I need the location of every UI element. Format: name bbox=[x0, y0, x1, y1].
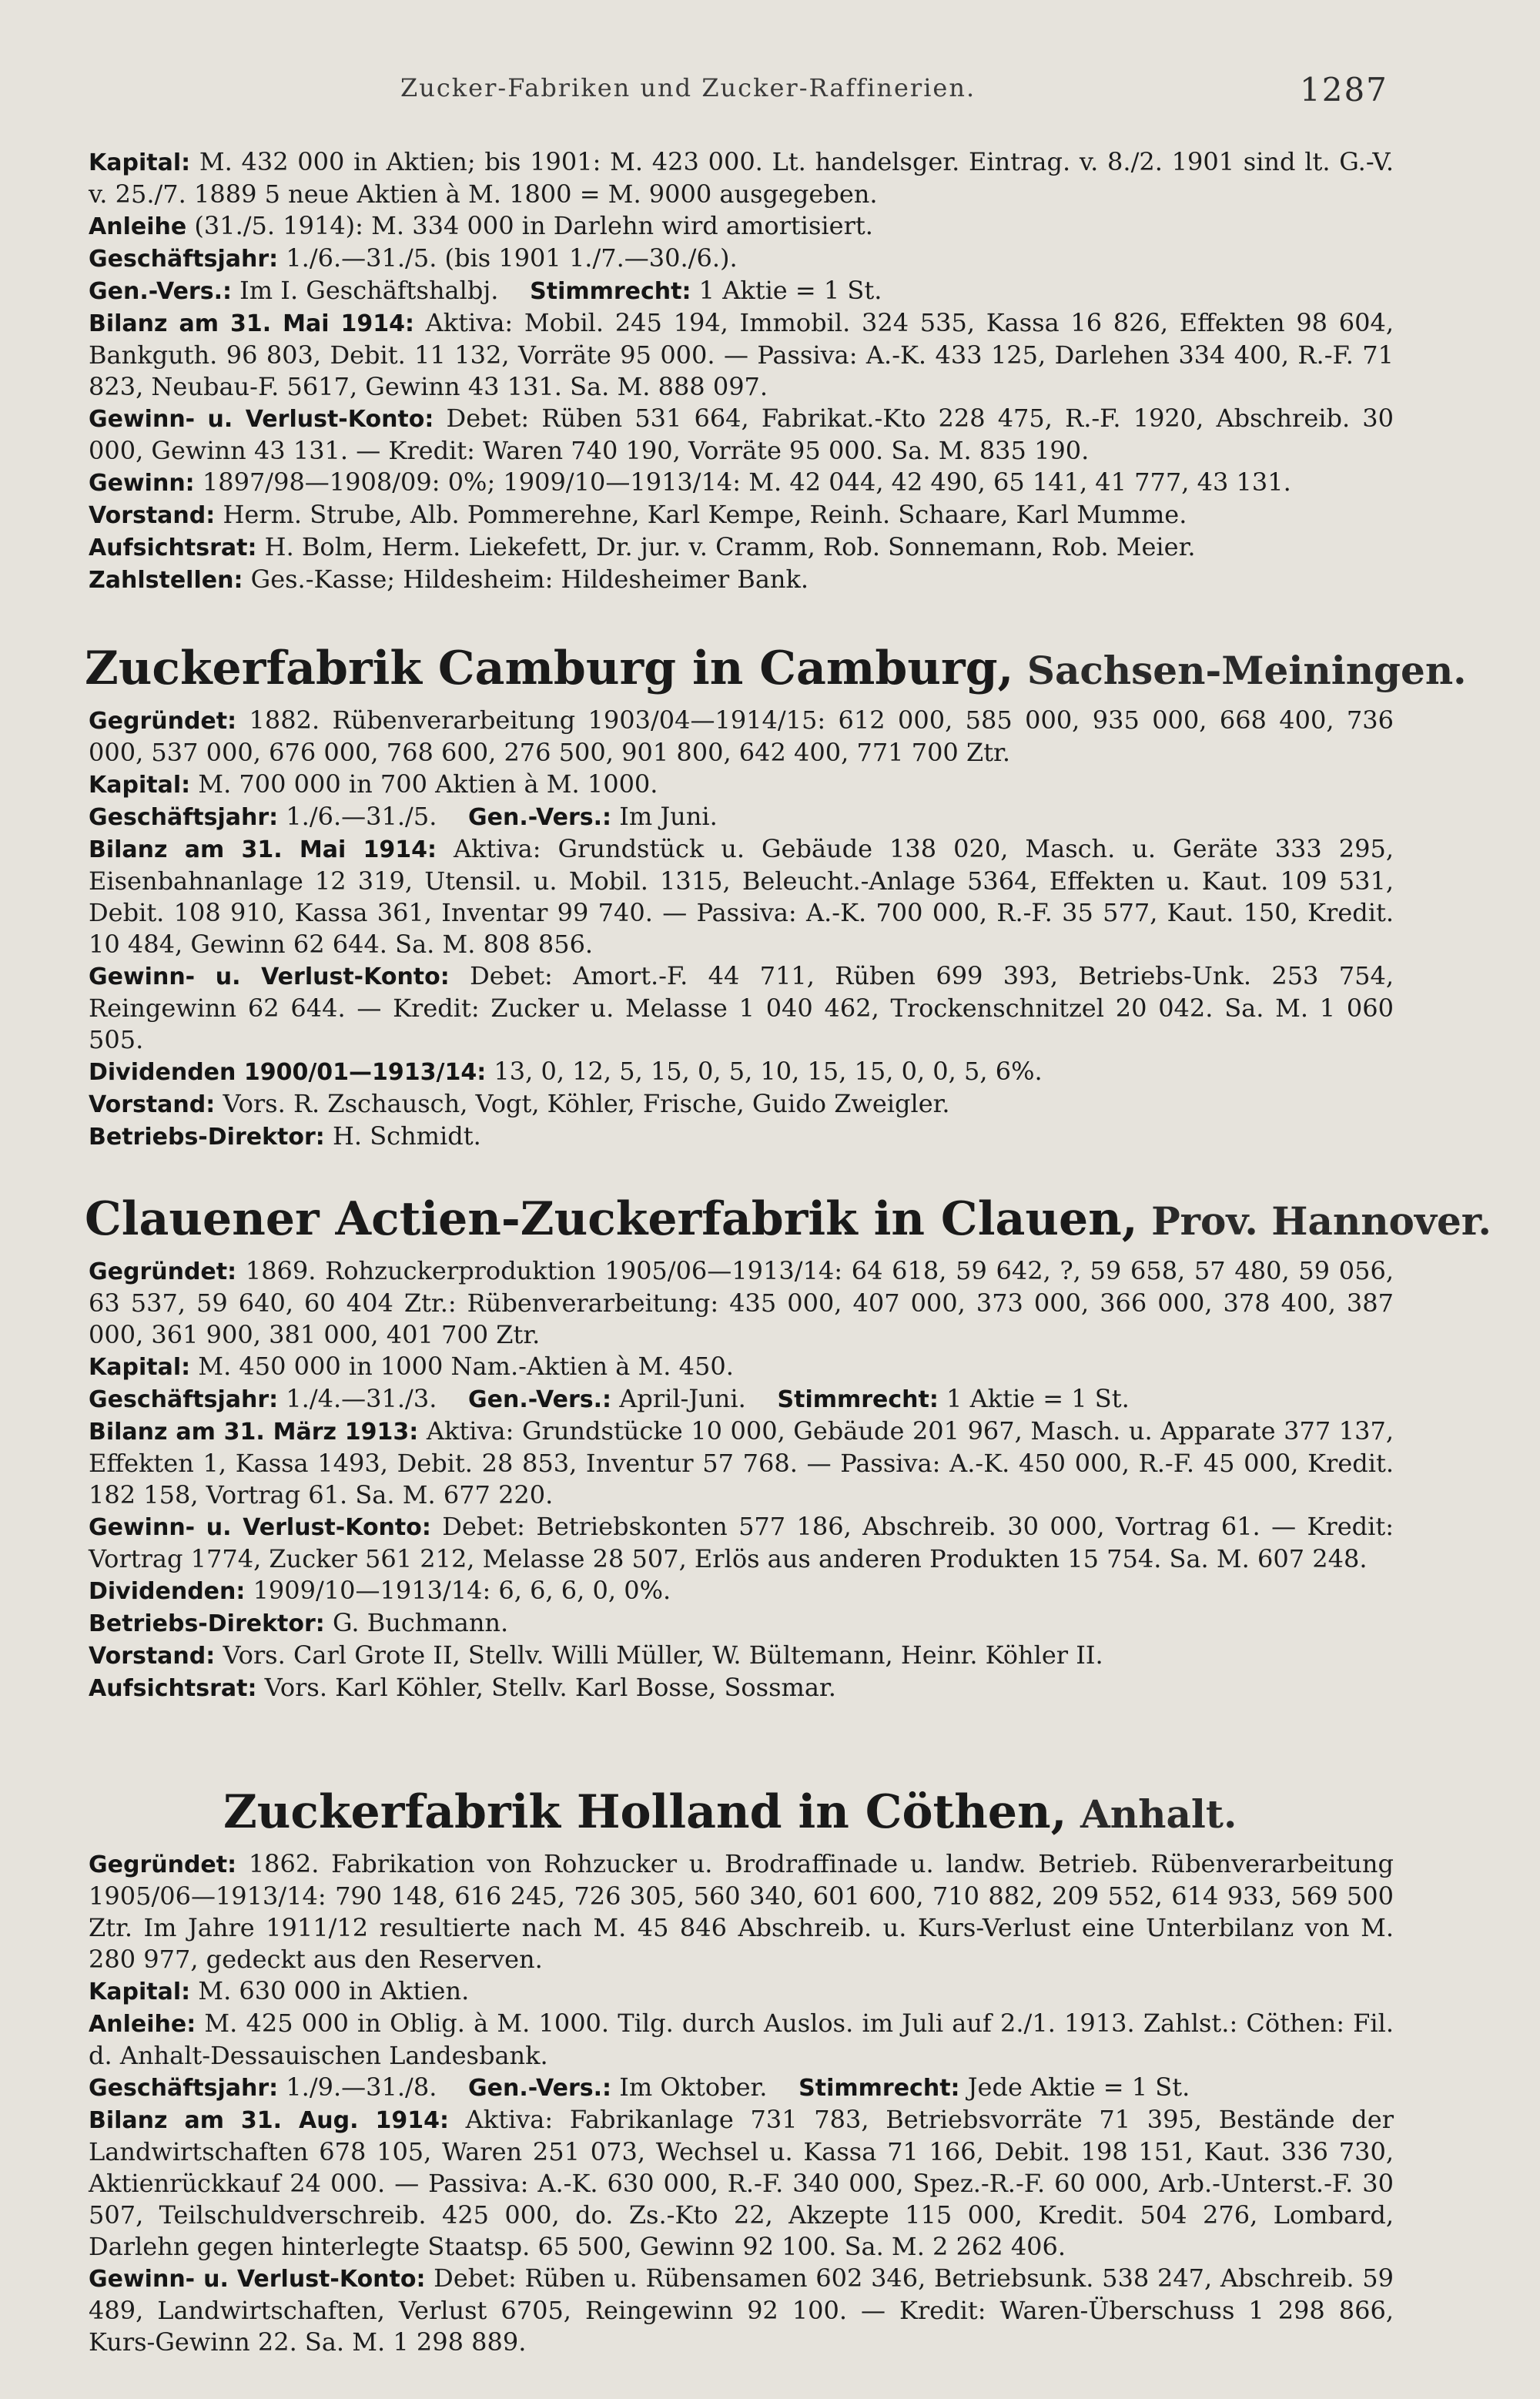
entry-paragraph: Geschäftsjahr: 1./6.—31./5. (bis 1901 1./7.—30./6.). bbox=[89, 243, 738, 273]
company-title: Zuckerfabrik Holland in Cöthen, Anhalt. bbox=[223, 1785, 1237, 1839]
entry-paragraph: Dividenden: 1909/10—1913/14: 6, 6, 6, 0, 0%. bbox=[89, 1576, 671, 1605]
entry-paragraph: Anleihe (31./5. 1914): M. 334 000 in Darlehn wird amortisiert. bbox=[89, 211, 873, 240]
entry-paragraph: Betriebs-Direktor: H. Schmidt. bbox=[89, 1121, 481, 1151]
entry-paragraph: Gegründet: 1869. Rohzuckerproduktion 1905/06—1913/14: 64 618, 59 642, ?, 59 658, 57 480, 59 056, 63 537, 59 640, 60 404 Ztr.: Rübenverarbeitung: 435 000, 407 000, 373 000, 366 000, 378 400, 387 000, 361 900, 381 000, 401 700 Ztr. bbox=[89, 1256, 1402, 1349]
running-title: Zucker-Fabriken und Zucker-Raffinerien. bbox=[400, 73, 976, 102]
entry-paragraph: Geschäftsjahr: 1./6.—31./5. Gen.-Vers.: Im Juni. bbox=[89, 802, 718, 831]
entry-continued bbox=[85, 146, 1402, 596]
entry-paragraph: Geschäftsjahr: 1./4.—31./3. Gen.-Vers.: April-Juni. Stimmrecht: 1 Aktie = 1 St. bbox=[89, 1384, 1130, 1413]
entry-paragraph: Zahlstellen: Ges.-Kasse; Hildesheim: Hildesheimer Bank. bbox=[89, 565, 809, 594]
entry-camburg bbox=[85, 642, 1467, 1153]
entry-paragraph: Aufsichtsrat: Vors. Karl Köhler, Stellv. Karl Bosse, Sossmar. bbox=[89, 1673, 836, 1702]
entry-paragraph: Geschäftsjahr: 1./9.—31./8. Gen.-Vers.: Im Oktober. Stimmrecht: Jede Aktie = 1 St. bbox=[89, 2072, 1190, 2102]
company-title: Zuckerfabrik Camburg in Camburg, Sachsen-Meiningen. bbox=[85, 642, 1467, 695]
entry-paragraph: Betriebs-Direktor: G. Buchmann. bbox=[89, 1608, 509, 1637]
page-number: 1287 bbox=[1300, 71, 1388, 109]
entry-paragraph: Vorstand: Herm. Strube, Alb. Pommerehne, Karl Kempe, Reinh. Schaare, Karl Mumme. bbox=[89, 500, 1187, 529]
company-title: Clauener Actien-Zuckerfabrik in Clauen, Prov. Hannover. bbox=[85, 1192, 1491, 1246]
entry-paragraph: Gewinn- u. Verlust-Konto: Debet: Rüben u. Rübensamen 602 346, Betriebsunk. 538 247, Abschreib. 59 489, Landwirtschaften, Verlust 6705, Reingewinn 92 100. — Kredit: Waren-Überschuss 1 298 866, Kurs-Gewinn 22. Sa. M. 1 298 889. bbox=[89, 2263, 1402, 2357]
entry-paragraph: Bilanz am 31. Mai 1914: Aktiva: Grundstück u. Gebäude 138 020, Masch. u. Geräte 333 295, Eisenbahnanlage 12 319, Utensil. u. Mobil. 1315, Beleucht.-Anlage 5364, Effekten u. Kaut. 109 531, Debit. 108 910, Kassa 361, Inventar 99 740. — Passiva: A.-K. 700 000, R.-F. 35 577, Kaut. 150, Kredit. 10 484, Gewinn 62 644. Sa. M. 808 856. bbox=[89, 834, 1402, 959]
entry-paragraph: Anleihe: M. 425 000 in Oblig. à M. 1000. Tilg. durch Auslos. im Juli auf 2./1. 1913. Zahlst.: Cöthen: Fil. d. Anhalt-Dessauischen Landesbank. bbox=[89, 2009, 1402, 2070]
entry-paragraph: Vorstand: Vors. Carl Grote II, Stellv. Willi Müller, W. Bültemann, Heinr. Köhler II. bbox=[89, 1640, 1103, 1670]
entry-holland bbox=[85, 1785, 1402, 2358]
entry-paragraph: Vorstand: Vors. R. Zschausch, Vogt, Köhler, Frische, Guido Zweigler. bbox=[89, 1089, 950, 1118]
entry-paragraph: Gewinn- u. Verlust-Konto: Debet: Betriebskonten 577 186, Abschreib. 30 000, Vortrag 61. — Kredit: Vortrag 1774, Zucker 561 212, Melasse 28 507, Erlös aus anderen Produkten 15 754. Sa. M. 607 248. bbox=[89, 1512, 1402, 1573]
entry-paragraph: Kapital: M. 450 000 in 1000 Nam.-Aktien à M. 450. bbox=[89, 1352, 734, 1381]
entry-paragraph: Kapital: M. 432 000 in Aktien; bis 1901: M. 423 000. Lt. handelsger. Eintrag. v. 8./2. 1901 sind lt. G.-V. v. 25./7. 1889 5 neue Aktien à M. 1800 = M. 9000 ausgegeben. bbox=[89, 147, 1402, 209]
entry-paragraph: Gewinn: 1897/98—1908/09: 0%; 1909/10—1913/14: M. 42 044, 42 490, 65 141, 41 777, 43 131. bbox=[89, 467, 1291, 497]
entry-clauen bbox=[85, 1192, 1491, 1704]
entry-paragraph: Gen.-Vers.: Im I. Geschäftshalbj. Stimmrecht: 1 Aktie = 1 St. bbox=[89, 276, 882, 305]
entry-paragraph: Gegründet: 1882. Rübenverarbeitung 1903/04—1914/15: 612 000, 585 000, 935 000, 668 400, 736 000, 537 000, 676 000, 768 600, 276 500, 901 800, 642 400, 771 700 Ztr. bbox=[89, 705, 1402, 767]
entry-paragraph: Kapital: M. 630 000 in Aktien. bbox=[89, 1976, 470, 2005]
entry-paragraph: Bilanz am 31. März 1913: Aktiva: Grundstücke 10 000, Gebäude 201 967, Masch. u. Apparate 377 137, Effekten 1, Kassa 1493, Debit. 28 853, Inventur 57 768. — Passiva: A.-K. 450 000, R.-F. 45 000, Kredit. 182 158, Vortrag 61. Sa. M. 677 220. bbox=[89, 1416, 1402, 1509]
entry-paragraph: Gewinn- u. Verlust-Konto: Debet: Amort.-F. 44 711, Rüben 699 393, Betriebs-Unk. 253 754, Reingewinn 62 644. — Kredit: Zucker u. Melasse 1 040 462, Trockenschnitzel 20 042. Sa. M. 1 060 505. bbox=[89, 961, 1402, 1054]
entry-paragraph: Aufsichtsrat: H. Bolm, Herm. Liekefett, Dr. jur. v. Cramm, Rob. Sonnemann, Rob. Meier. bbox=[89, 532, 1196, 561]
entry-paragraph: Gewinn- u. Verlust-Konto: Debet: Rüben 531 664, Fabrikat.-Kto 228 475, R.-F. 1920, Abschreib. 30 000, Gewinn 43 131. — Kredit: Waren 740 190, Vorräte 95 000. Sa. M. 835 190. bbox=[89, 404, 1402, 465]
entry-paragraph: Bilanz am 31. Aug. 1914: Aktiva: Fabrikanlage 731 783, Betriebsvorräte 71 395, Bestände der Landwirtschaften 678 105, Waren 251 073, Wechsel u. Kassa 71 166, Debit. 198 151, Kaut. 336 730, Aktienrückkauf 24 000. — Passiva: A.-K. 630 000, R.-F. 340 000, Spez.-R.-F. 60 000, Arb.-Unterst.-F. 30 507, Teilschuldverschreib. 425 000, do. Zs.-Kto 22, Akzepte 115 000, Kredit. 504 276, Lombard, Darlehn gegen hinterlegte Staatsp. 65 500, Gewinn 92 100. Sa. M. 2 262 406. bbox=[89, 2105, 1402, 2261]
entry-paragraph: Bilanz am 31. Mai 1914: Aktiva: Mobil. 245 194, Immobil. 324 535, Kassa 16 826, Effekten 98 604, Bankguth. 96 803, Debit. 11 132, Vorräte 95 000. — Passiva: A.-K. 433 125, Darlehen 334 400, R.-F. 71 823, Neubau-F. 5617, Gewinn 43 131. Sa. M. 888 097. bbox=[89, 308, 1402, 401]
entry-paragraph: Kapital: M. 700 000 in 700 Aktien à M. 1000. bbox=[89, 769, 658, 799]
entry-paragraph: Gegründet: 1862. Fabrikation von Rohzucker u. Brodraffinade u. landw. Betrieb. Rübenverarbeitung 1905/06—1913/14: 790 148, 616 245, 726 305, 560 340, 601 600, 710 882, 209 552, 614 933, 569 500 Ztr. Im Jahre 1911/12 resultierte nach M. 45 846 Abschreib. u. Kurs-Verlust eine Unterbilanz von M. 280 977, gedeckt aus den Reserven. bbox=[89, 1849, 1402, 1974]
entry-paragraph: Dividenden 1900/01—1913/14: 13, 0, 12, 5, 15, 0, 5, 10, 15, 15, 0, 0, 5, 6%. bbox=[89, 1057, 1043, 1086]
